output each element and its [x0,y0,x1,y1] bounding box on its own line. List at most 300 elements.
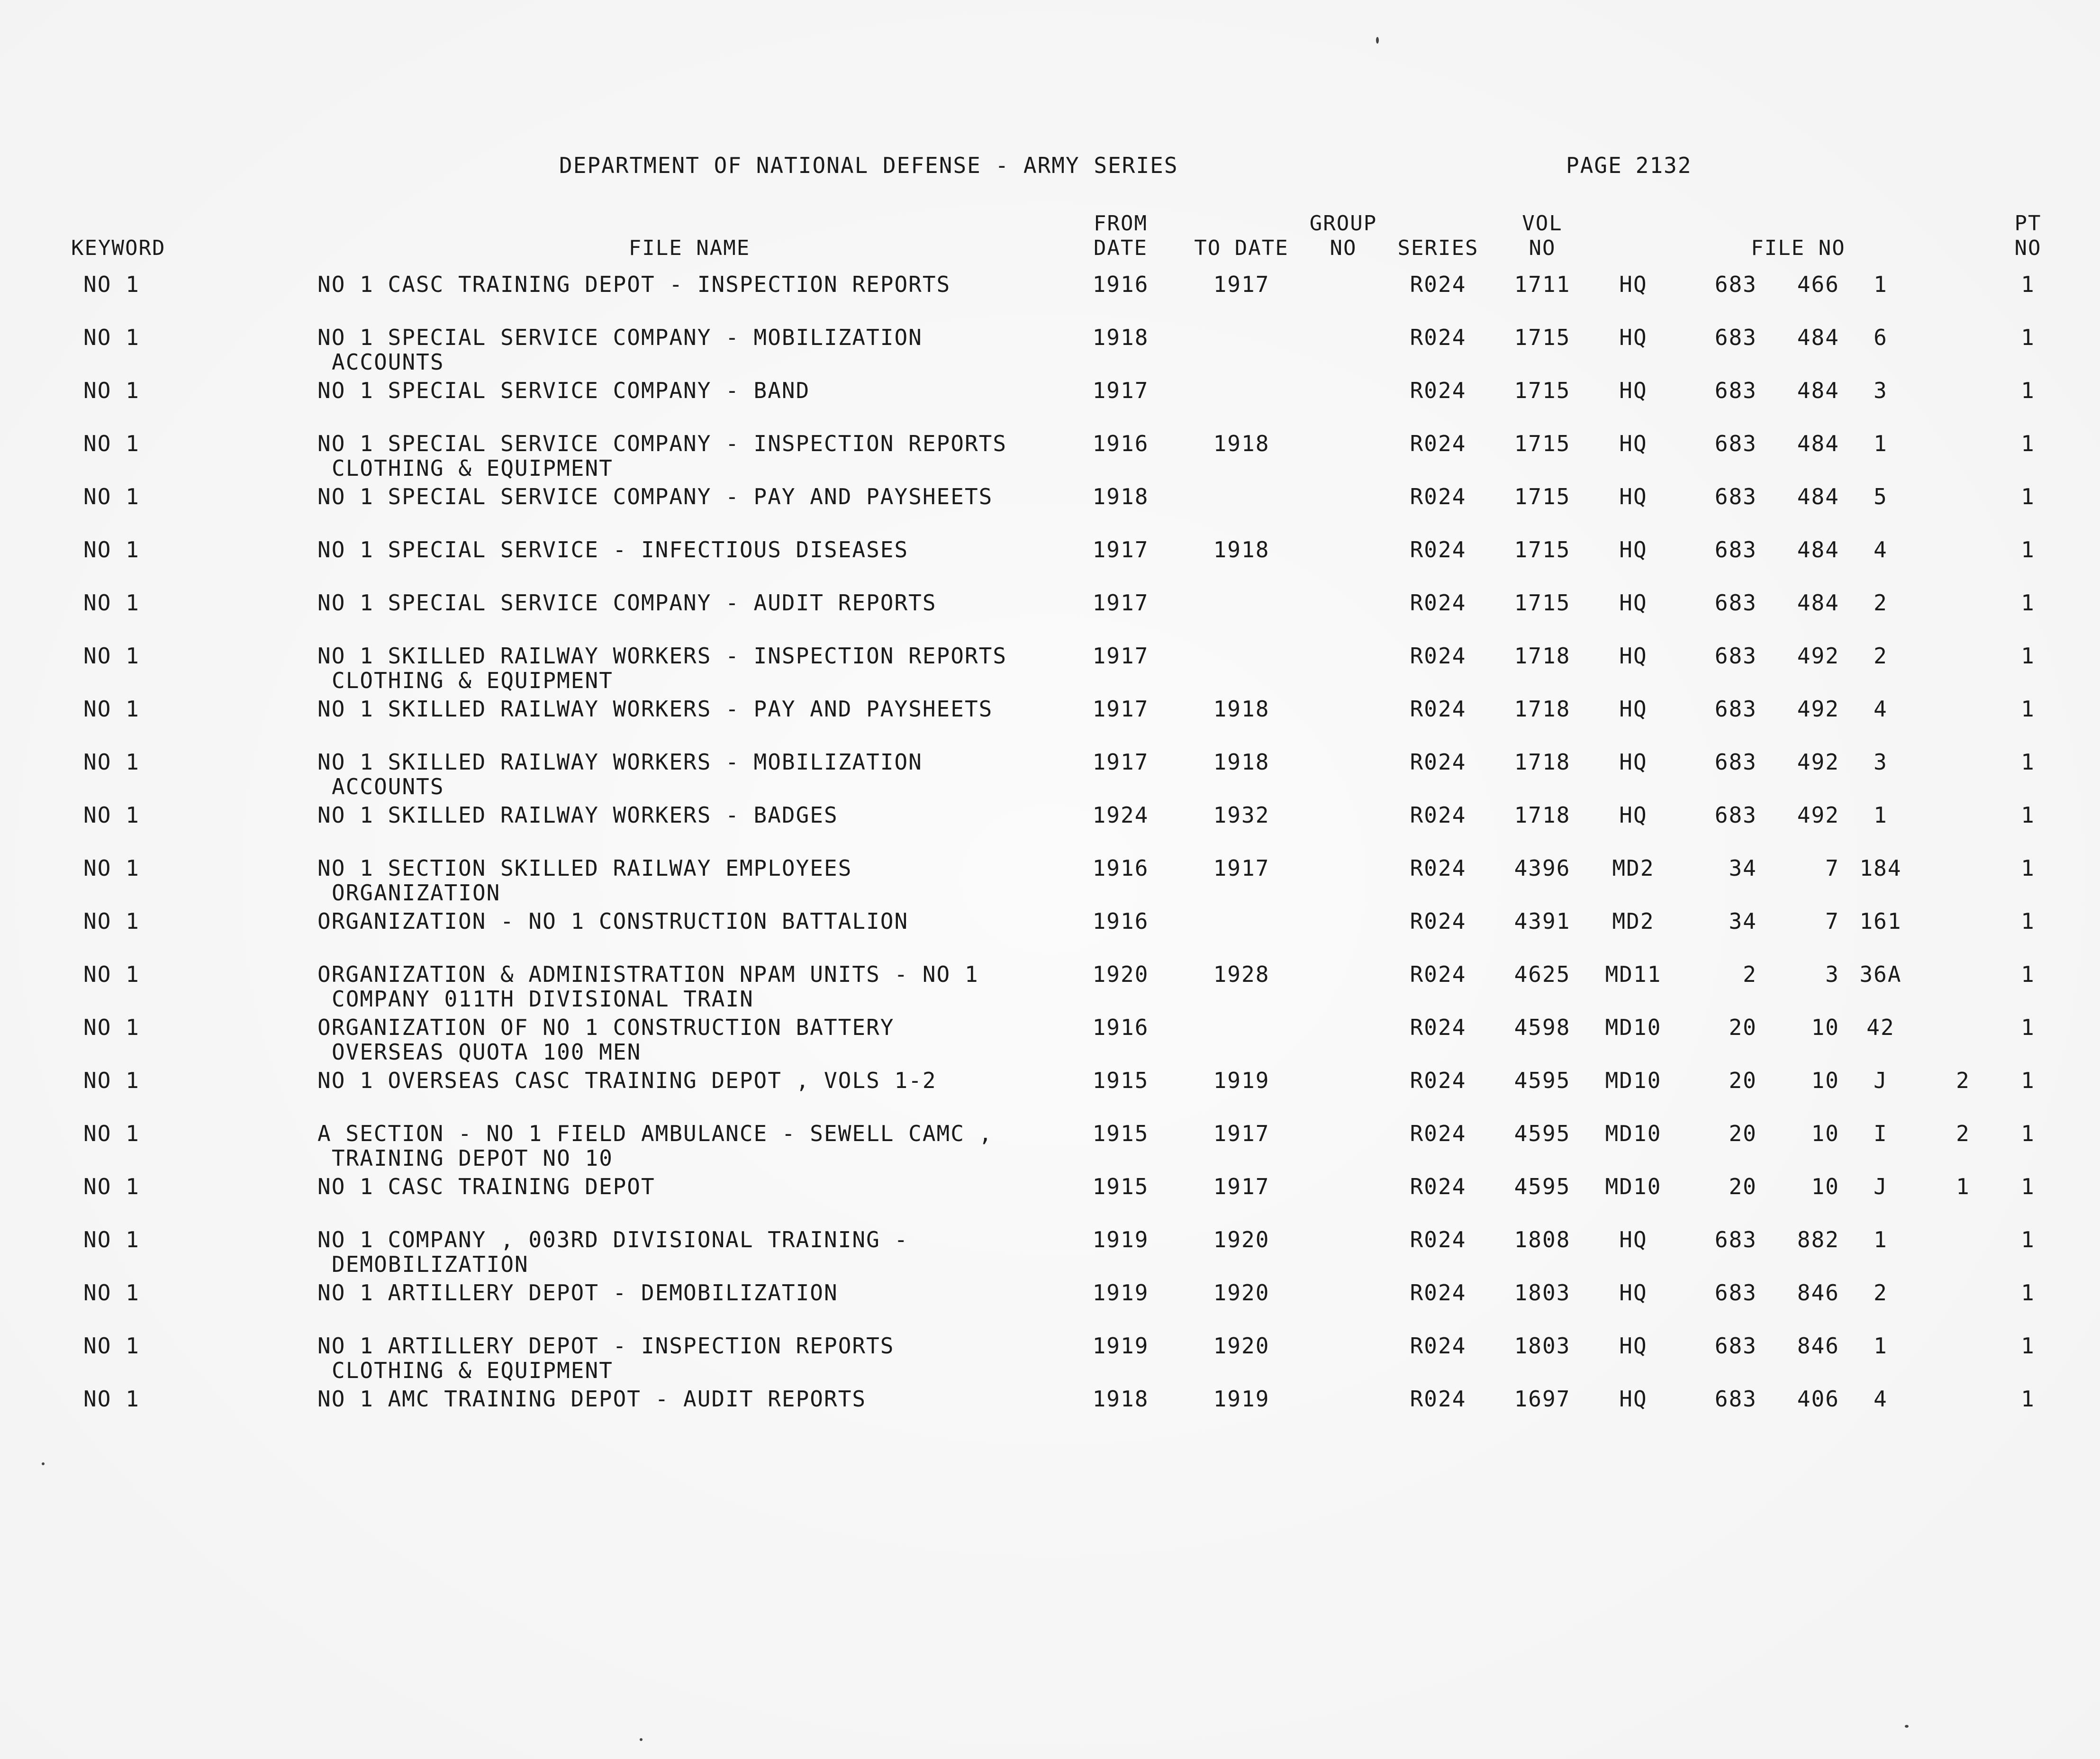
cell-file-no-primary-value: 20 [1729,1015,1757,1040]
cell-pt-no-value: 1 [2021,802,2035,828]
cell-file-no-unit [1592,852,1675,905]
col-group-no: GROUP NO [1309,211,1377,260]
cell-series-value: R024 [1410,802,1466,828]
cell-from-date-value: 1918 [1092,1386,1149,1412]
cell-vol-no-value: 1715 [1514,431,1571,456]
cell-keyword-value: NO 1 [83,484,140,509]
cell-file-no-unit-value: HQ [1619,1386,1647,1412]
cell-to-date [1180,693,1303,746]
cell-file-no-unit-value: HQ [1619,1227,1647,1252]
cell-vol-no [1493,374,1592,427]
cell-series-value: R024 [1410,696,1466,722]
cell-group-no [1303,1383,1384,1436]
cell-file-no-tertiary [1839,427,1922,481]
cell-from-date [1061,1383,1180,1436]
cell-file-no-secondary [1757,587,1839,640]
cell-file-no-tertiary-value: 4 [1874,1386,1888,1412]
cell-group-no [1303,1064,1384,1117]
cell-file-no-unit-value: HQ [1619,378,1647,403]
cell-file-no-primary [1675,1224,1757,1277]
cell-file-no-unit [1592,1330,1675,1383]
cell-vol-no [1493,693,1592,746]
cell-group-no [1303,746,1384,799]
cell-series-value: R024 [1410,537,1466,562]
cell-file-no-tertiary-value: 3 [1874,749,1888,775]
cell-to-date-value: 1917 [1213,855,1270,881]
cell-group-no [1303,481,1384,534]
cell-file-no-primary [1675,958,1757,1011]
cell-series [1384,1064,1493,1117]
cell-keyword-value: NO 1 [83,961,140,987]
file-name-line: NO 1 ARTILLERY DEPOT - DEMOBILIZATION [317,1280,838,1306]
cell-from-date-value: 1915 [1092,1121,1149,1146]
cell-vol-no-value: 4595 [1514,1068,1571,1093]
cell-pt-no-value: 1 [2021,961,2035,987]
cell-from-date-value: 1916 [1092,272,1149,297]
cell-from-date [1061,1224,1180,1277]
cell-from-date-value: 1919 [1092,1280,1149,1306]
cell-from-date [1061,321,1180,374]
cell-file-no-secondary-value: 492 [1797,749,1839,775]
cell-file-no-extra [1922,1277,2004,1330]
cell-file-no-extra [1922,958,2004,1011]
cell-pt-no-value: 1 [2021,1280,2035,1306]
cell-file-no-secondary [1757,693,1839,746]
table-row [71,1224,2052,1277]
cell-vol-no [1493,1170,1592,1224]
cell-series-value: R024 [1410,1333,1466,1359]
cell-file-no-tertiary [1839,268,1922,321]
table-row [71,1170,2052,1224]
cell-vol-no-value: 4595 [1514,1121,1571,1146]
cell-file-no-unit-value: HQ [1619,537,1647,562]
cell-pt-no [2004,905,2052,958]
cell-keyword [71,427,317,481]
cell-file-no-unit [1592,587,1675,640]
cell-vol-no-value: 4625 [1514,961,1571,987]
cell-file-no-unit-value: HQ [1619,749,1647,775]
cell-pt-no [2004,1064,2052,1117]
cell-to-date [1180,640,1303,693]
cell-file-no-primary [1675,1170,1757,1224]
cell-to-date-value: 1918 [1213,431,1270,456]
table-row [71,746,2052,799]
cell-to-date [1180,1170,1303,1224]
cell-pt-no [2004,693,2052,746]
cell-file-no-unit [1592,1224,1675,1277]
cell-series-value: R024 [1410,749,1466,775]
cell-file-no-unit [1592,1170,1675,1224]
cell-series [1384,1277,1493,1330]
cell-file-name [317,1064,1061,1117]
cell-from-date [1061,640,1180,693]
cell-file-no-tertiary-value: 3 [1874,378,1888,403]
file-name-line: NO 1 ARTILLERY DEPOT - INSPECTION REPORTS [317,1333,895,1359]
cell-file-no-secondary [1757,534,1839,587]
cell-file-no-secondary-value: 10 [1811,1068,1839,1093]
cell-file-no-extra [1922,852,2004,905]
cell-file-name [317,1117,1061,1170]
cell-pt-no [2004,1383,2052,1436]
cell-from-date [1061,268,1180,321]
cell-pt-no-value: 1 [2021,855,2035,881]
scan-speck [640,1738,643,1741]
col-keyword: KEYWORD [71,236,166,260]
file-name-line: NO 1 SKILLED RAILWAY WORKERS - INSPECTION REPORTS [317,643,1007,669]
cell-to-date-value: 1918 [1213,749,1270,775]
file-index-table [71,199,2052,1436]
cell-vol-no-value: 1718 [1514,802,1571,828]
cell-file-no-tertiary [1839,587,1922,640]
cell-to-date-value: 1919 [1213,1386,1270,1412]
cell-file-no-unit [1592,905,1675,958]
cell-group-no [1303,799,1384,852]
cell-file-no-extra [1922,905,2004,958]
cell-series-value: R024 [1410,961,1466,987]
cell-file-no-primary [1675,746,1757,799]
cell-keyword-value: NO 1 [83,1280,140,1306]
cell-from-date [1061,746,1180,799]
cell-file-no-primary [1675,640,1757,693]
cell-file-no-secondary-value: 7 [1825,908,1839,934]
cell-file-no-secondary-value: 846 [1797,1280,1839,1306]
cell-from-date-value: 1917 [1092,696,1149,722]
cell-file-no-secondary [1757,1330,1839,1383]
table-row [71,640,2052,693]
cell-file-no-secondary-value: 846 [1797,1333,1839,1359]
cell-file-name [317,374,1061,427]
cell-keyword-value: NO 1 [83,696,140,722]
cell-from-date-value: 1916 [1092,431,1149,456]
cell-group-no [1303,1277,1384,1330]
page-label: PAGE [1566,153,1622,178]
cell-file-no-extra [1922,427,2004,481]
cell-to-date-value: 1932 [1213,802,1270,828]
cell-from-date [1061,852,1180,905]
cell-group-no [1303,268,1384,321]
cell-pt-no [2004,1011,2052,1064]
cell-file-no-secondary [1757,958,1839,1011]
cell-from-date-value: 1916 [1092,1015,1149,1040]
cell-pt-no-value: 1 [2021,378,2035,403]
cell-file-no-secondary [1757,1011,1839,1064]
cell-file-name [317,958,1061,1011]
cell-file-no-secondary-value: 882 [1797,1227,1839,1252]
cell-from-date [1061,534,1180,587]
cell-file-no-extra-value: 1 [1956,1174,1970,1199]
cell-file-no-secondary-value: 484 [1797,378,1839,403]
cell-file-name [317,1224,1061,1277]
cell-to-date-value: 1919 [1213,1068,1270,1093]
cell-from-date-value: 1917 [1092,378,1149,403]
cell-keyword [71,374,317,427]
cell-keyword-value: NO 1 [83,1174,140,1199]
cell-to-date-value: 1920 [1213,1227,1270,1252]
cell-file-no-extra [1922,1383,2004,1436]
cell-vol-no-value: 1715 [1514,378,1571,403]
cell-pt-no [2004,268,2052,321]
file-name-line: NO 1 SPECIAL SERVICE - INFECTIOUS DISEASES [317,537,909,562]
cell-file-no-secondary-value: 492 [1797,802,1839,828]
file-name-continuation: DEMOBILIZATION [332,1251,529,1277]
cell-file-no-secondary-value: 10 [1811,1015,1839,1040]
cell-keyword-value: NO 1 [83,272,140,297]
cell-file-no-unit [1592,746,1675,799]
cell-vol-no [1493,268,1592,321]
cell-pt-no [2004,481,2052,534]
cell-file-no-secondary [1757,1277,1839,1330]
cell-vol-no-value: 4598 [1514,1015,1571,1040]
cell-to-date [1180,799,1303,852]
cell-file-no-primary-value: 683 [1714,1386,1757,1412]
cell-pt-no-value: 1 [2021,590,2035,616]
cell-pt-no [2004,1117,2052,1170]
cell-file-no-secondary-value: 10 [1811,1174,1839,1199]
file-name-line: ORGANIZATION OF NO 1 CONSTRUCTION BATTERY [317,1015,895,1040]
cell-series [1384,852,1493,905]
cell-file-no-secondary [1757,1224,1839,1277]
cell-series-value: R024 [1410,1121,1466,1146]
cell-file-no-tertiary-value: I [1874,1121,1888,1146]
cell-file-no-secondary-value: 406 [1797,1386,1839,1412]
cell-series-value: R024 [1410,1174,1466,1199]
cell-file-no-primary-value: 683 [1714,696,1757,722]
cell-series [1384,427,1493,481]
cell-keyword [71,534,317,587]
cell-file-no-primary-value: 683 [1714,537,1757,562]
cell-file-name [317,321,1061,374]
cell-file-no-secondary [1757,374,1839,427]
cell-from-date [1061,427,1180,481]
cell-keyword [71,1330,317,1383]
cell-file-no-primary [1675,374,1757,427]
cell-pt-no [2004,746,2052,799]
cell-file-name [317,1011,1061,1064]
scan-speck [1376,37,1379,44]
cell-file-no-secondary [1757,640,1839,693]
cell-file-name [317,534,1061,587]
header-row [71,199,2052,268]
cell-series [1384,905,1493,958]
cell-series-value: R024 [1410,908,1466,934]
cell-from-date [1061,799,1180,852]
cell-file-no-tertiary-value: 1 [1874,802,1888,828]
cell-pt-no [2004,640,2052,693]
cell-pt-no [2004,374,2052,427]
cell-file-no-unit-value: MD10 [1605,1015,1662,1040]
table-row [71,958,2052,1011]
cell-file-no-secondary-value: 484 [1797,590,1839,616]
cell-file-no-secondary [1757,321,1839,374]
cell-pt-no-value: 1 [2021,1174,2035,1199]
cell-keyword-value: NO 1 [83,1068,140,1093]
cell-from-date-value: 1917 [1092,537,1149,562]
cell-from-date [1061,1330,1180,1383]
cell-vol-no-value: 1718 [1514,643,1571,669]
cell-file-no-secondary [1757,799,1839,852]
cell-group-no [1303,427,1384,481]
cell-file-no-unit [1592,640,1675,693]
file-name-line: NO 1 SKILLED RAILWAY WORKERS - PAY AND PAYSHEETS [317,696,993,722]
cell-vol-no-value: 1715 [1514,325,1571,350]
cell-file-no-extra [1922,587,2004,640]
cell-file-no-extra [1922,799,2004,852]
cell-file-no-tertiary-value: 5 [1874,484,1888,509]
cell-file-no-extra [1922,1330,2004,1383]
cell-pt-no [2004,958,2052,1011]
cell-file-no-primary-value: 683 [1714,802,1757,828]
table-row [71,799,2052,852]
cell-file-no-extra-value: 2 [1956,1068,1970,1093]
col-series: SERIES [1397,236,1479,260]
cell-file-no-primary [1675,481,1757,534]
cell-file-no-tertiary [1839,1011,1922,1064]
file-name-line: NO 1 SPECIAL SERVICE COMPANY - BAND [317,378,810,403]
cell-file-no-primary [1675,427,1757,481]
cell-vol-no [1493,799,1592,852]
cell-pt-no [2004,427,2052,481]
cell-pt-no [2004,534,2052,587]
cell-vol-no [1493,427,1592,481]
table-row [71,534,2052,587]
cell-to-date-value: 1918 [1213,696,1270,722]
cell-file-no-unit-value: HQ [1619,802,1647,828]
cell-file-no-unit [1592,1011,1675,1064]
cell-file-no-secondary-value: 484 [1797,431,1839,456]
cell-from-date-value: 1920 [1092,961,1149,987]
cell-file-no-unit [1592,1277,1675,1330]
cell-file-no-tertiary [1839,746,1922,799]
cell-file-no-tertiary-value: 1 [1874,272,1888,297]
cell-file-no-tertiary-value: 2 [1874,643,1888,669]
cell-vol-no [1493,746,1592,799]
cell-file-no-primary-value: 683 [1714,378,1757,403]
cell-group-no [1303,958,1384,1011]
cell-to-date [1180,1117,1303,1170]
cell-file-name [317,905,1061,958]
cell-series [1384,1117,1493,1170]
cell-pt-no-value: 1 [2021,1015,2035,1040]
file-name-continuation: ACCOUNTS [332,774,444,799]
cell-file-no-primary [1675,693,1757,746]
cell-file-no-tertiary-value: J [1874,1174,1888,1199]
cell-file-no-primary-value: 683 [1714,643,1757,669]
cell-keyword [71,1224,317,1277]
cell-pt-no-value: 1 [2021,643,2035,669]
cell-vol-no-value: 1711 [1514,272,1571,297]
table-row [71,587,2052,640]
cell-file-no-extra [1922,374,2004,427]
cell-file-no-unit [1592,268,1675,321]
cell-vol-no-value: 1718 [1514,749,1571,775]
cell-file-no-primary [1675,799,1757,852]
file-name-line: ORGANIZATION & ADMINISTRATION NPAM UNITS - NO 1 [317,961,979,987]
table-row [71,1064,2052,1117]
cell-to-date [1180,905,1303,958]
cell-file-no-unit [1592,374,1675,427]
cell-pt-no-value: 1 [2021,537,2035,562]
cell-file-no-secondary [1757,746,1839,799]
cell-file-no-tertiary [1839,1064,1922,1117]
cell-file-no-unit [1592,1117,1675,1170]
cell-file-no-secondary-value: 484 [1797,325,1839,350]
cell-file-name [317,481,1061,534]
cell-vol-no-value: 1803 [1514,1333,1571,1359]
cell-vol-no [1493,534,1592,587]
cell-vol-no-value: 1803 [1514,1280,1571,1306]
cell-file-no-primary-value: 34 [1729,908,1757,934]
cell-vol-no [1493,321,1592,374]
cell-keyword-value: NO 1 [83,590,140,616]
cell-pt-no [2004,587,2052,640]
cell-series [1384,958,1493,1011]
cell-file-no-tertiary [1839,534,1922,587]
page-indicator [1566,153,1692,178]
file-name-continuation: TRAINING DEPOT NO 10 [332,1145,613,1171]
cell-file-no-tertiary-value: 184 [1859,855,1902,881]
cell-file-no-tertiary-value: 2 [1874,590,1888,616]
cell-file-no-tertiary [1839,1224,1922,1277]
cell-series [1384,693,1493,746]
cell-file-no-extra [1922,481,2004,534]
cell-file-no-tertiary-value: J [1874,1068,1888,1093]
cell-to-date [1180,268,1303,321]
cell-file-name [317,1330,1061,1383]
cell-file-no-extra [1922,1224,2004,1277]
cell-series [1384,746,1493,799]
cell-file-no-tertiary [1839,958,1922,1011]
cell-file-no-secondary-value: 3 [1825,961,1839,987]
cell-pt-no-value: 1 [2021,1227,2035,1252]
scan-speck [42,1462,45,1465]
file-name-line: NO 1 SPECIAL SERVICE COMPANY - MOBILIZATION [317,325,923,350]
cell-series [1384,1170,1493,1224]
cell-from-date-value: 1918 [1092,325,1149,350]
cell-pt-no [2004,1170,2052,1224]
cell-file-no-unit-value: MD10 [1605,1174,1662,1199]
cell-vol-no-value: 1697 [1514,1386,1571,1412]
cell-vol-no [1493,905,1592,958]
cell-pt-no-value: 1 [2021,696,2035,722]
cell-vol-no [1493,1330,1592,1383]
cell-file-no-primary [1675,587,1757,640]
cell-keyword [71,1170,317,1224]
cell-from-date [1061,693,1180,746]
cell-series [1384,374,1493,427]
cell-series-value: R024 [1410,855,1466,881]
cell-from-date [1061,587,1180,640]
cell-group-no [1303,640,1384,693]
cell-from-date-value: 1915 [1092,1068,1149,1093]
cell-file-no-tertiary [1839,374,1922,427]
cell-file-name [317,268,1061,321]
cell-series-value: R024 [1410,643,1466,669]
cell-file-no-tertiary [1839,1330,1922,1383]
cell-file-no-extra [1922,268,2004,321]
cell-to-date [1180,587,1303,640]
cell-file-no-unit [1592,1383,1675,1436]
cell-keyword-value: NO 1 [83,643,140,669]
cell-to-date [1180,321,1303,374]
cell-file-no-unit [1592,534,1675,587]
cell-file-no-unit-value: MD11 [1605,961,1662,987]
cell-series [1384,321,1493,374]
cell-file-no-extra [1922,321,2004,374]
cell-file-no-tertiary [1839,1383,1922,1436]
cell-file-no-primary-value: 683 [1714,431,1757,456]
cell-keyword [71,640,317,693]
cell-series-value: R024 [1410,1386,1466,1412]
